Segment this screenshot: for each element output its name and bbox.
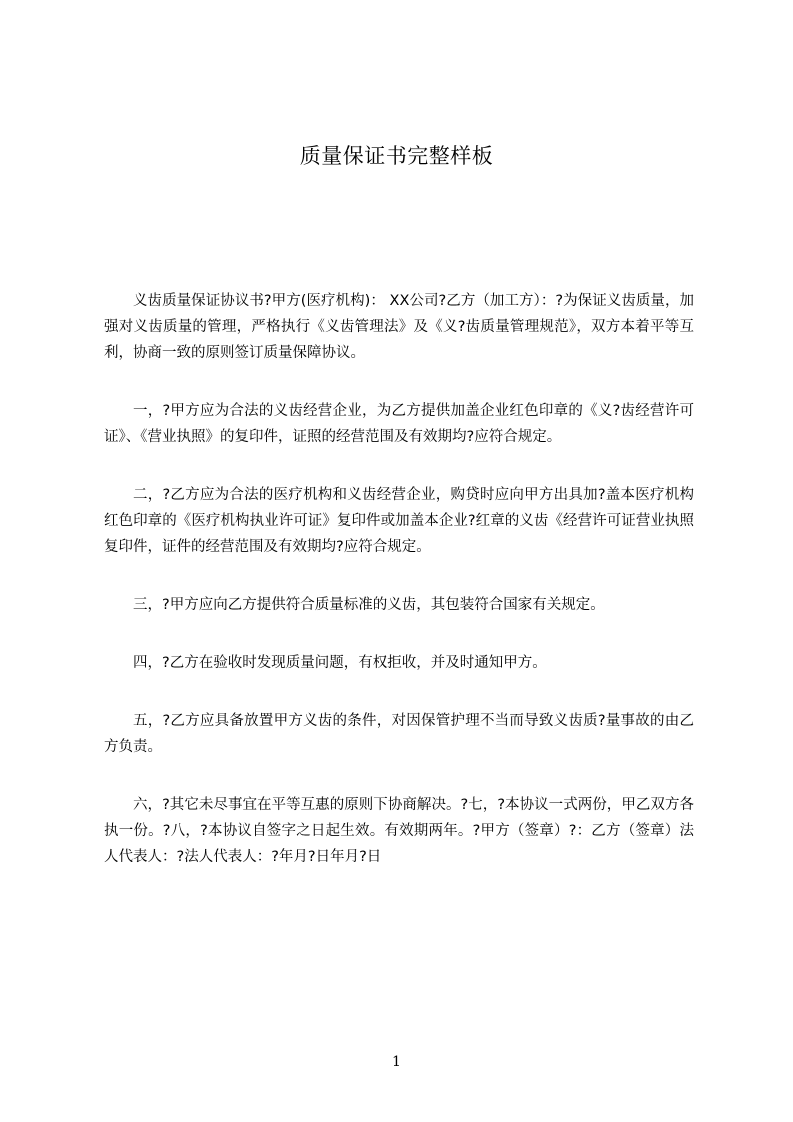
paragraph-clause-3: 三，?甲方应向乙方提供符合质量标准的义齿，其包装符合国家有关规定。	[133, 597, 605, 613]
paragraph-clause-2: 二，?乙方应为合法的医疗机构和义齿经营企业，购贷时应向甲方出具加?盖本医疗机构红色印章的《医疗机构执业许可证》复印件或加盖本企业?红章的义齿《经营许可证营业执照复印件，证件的经营范围及有效期均?应符合规定。	[104, 487, 694, 555]
paragraph-clause-4: 四，?乙方在验收时发现质量问题，有权拒收，并及时通知甲方。	[133, 655, 547, 671]
paragraph-intro: 义齿质量保证协议书?甲方(医疗机构)： XX公司?乙方（加工方）：?为保证义齿质量，加强对义齿质量的管理，严格执行《义齿管理法》及《义?齿质量管理规范》，双方本着平等互利，协商一致的原则签订质量保障协议。	[104, 293, 694, 361]
page-number: 1	[392, 1054, 401, 1070]
document-body	[104, 288, 694, 902]
paragraph-clause-5: 五，?乙方应具备放置甲方义齿的条件，对因保管护理不当而导致义齿质?量事故的由乙方负责。	[104, 713, 694, 755]
document-title: 质量保证书完整样板	[299, 144, 494, 168]
paragraph-clause-6-signatures: 六，?其它未尽事宜在平等互惠的原则下协商解决。?七，?本协议一式两份，甲乙双方各执一份。?八，?本协议自签字之日起生效。有效期两年。?甲方（签章）?：乙方（签章）法人代表人：?法人代表人：?年月?日年月?日	[104, 797, 694, 865]
paragraph-clause-1: 一，?甲方应为合法的义齿经营企业，为乙方提供加盖企业红色印章的《义?齿经营许可证》、《营业执照》的复印件，证照的经营范围及有效期均?应符合规定。	[104, 403, 694, 445]
